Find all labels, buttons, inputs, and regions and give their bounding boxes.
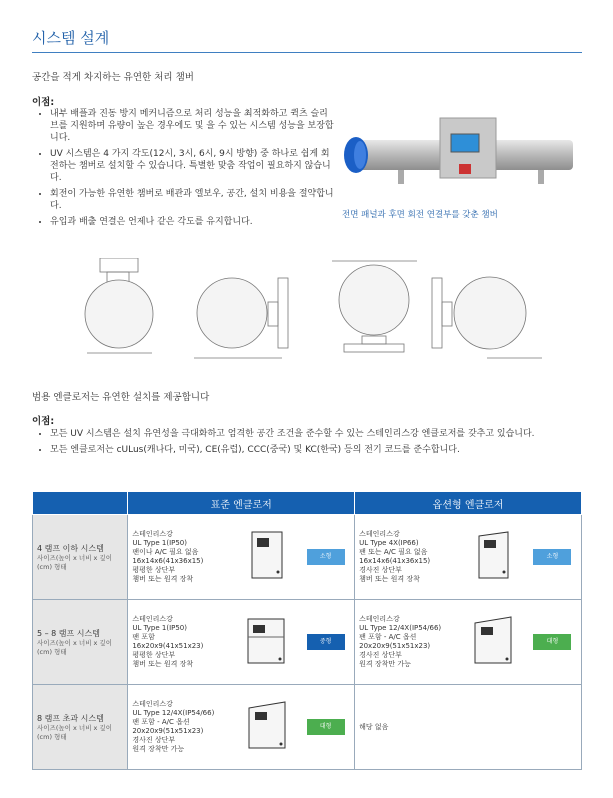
std-enclosure-image bbox=[238, 515, 297, 600]
opt-enclosure-image bbox=[465, 515, 524, 600]
chamber-caption: 전면 패널과 후면 회전 연결부를 갖춘 챔버 bbox=[342, 210, 498, 220]
section2-bullets bbox=[32, 428, 582, 460]
size-badge: 소형 bbox=[533, 549, 571, 565]
enclosure-table bbox=[32, 491, 582, 770]
row-label: 8 램프 초과 시스템 사이즈(높이 x 너비 x 깊이(cm) 형태 bbox=[33, 685, 128, 770]
rotation-diagrams bbox=[82, 258, 582, 363]
size-badge-cell bbox=[524, 600, 582, 685]
size-badge: 소형 bbox=[307, 549, 345, 565]
section1-heading: 공간을 적게 차지하는 유연한 처리 챔버 bbox=[32, 72, 194, 83]
uv-chamber-image bbox=[338, 108, 583, 198]
opt-spec: 스테인리스강 UL Type 12/4X(IP54/66) 팬 포함 - A/C 옵션 20x20x9(51x51x23) 경사진 상단부 원격 장착만 가능 bbox=[355, 600, 465, 685]
table-row bbox=[33, 685, 582, 770]
section2-benefits-label: 이점: bbox=[32, 416, 55, 427]
opt-not-applicable: 해당 없음 bbox=[355, 685, 582, 770]
table-corner bbox=[33, 492, 128, 515]
list-item: • UV 시스템은 4 가지 각도(12시, 3시, 6시, 9시 방향) 중 하나로 쉽게 회전하는 챔버로 설치할 수 있습니다. 특별한 맞춤 작업이 필요하지 않습니다. bbox=[50, 148, 334, 184]
std-enclosure-image bbox=[238, 600, 297, 685]
list-item: • 내부 배플과 진동 방지 메커니즘으로 처리 성능을 최적화하고 퀵츠 슬리브를 지원하며 유량이 높은 경우에도 및 을 수 있는 시스템 성능을 보장합니다. bbox=[50, 108, 334, 144]
section1-benefits-label: 이점: bbox=[32, 97, 55, 108]
list-item: • 회전이 가능한 유연한 챔버로 배관과 엘보우, 공간, 설치 비용을 절약합니다. bbox=[50, 188, 334, 212]
size-badge-cell bbox=[297, 600, 355, 685]
table-row bbox=[33, 515, 582, 600]
section2-heading: 범용 엔클로저는 유연한 설치를 제공합니다 bbox=[32, 392, 210, 403]
list-item: • 모든 엔클로저는 cULus(캐나다, 미국), CE(유럽), CCC(중국) 및 KC(한국) 등의 전기 코드를 준수합니다. bbox=[50, 444, 582, 456]
row-label: 4 램프 이하 시스템 사이즈(높이 x 너비 x 깊이(cm) 형태 bbox=[33, 515, 128, 600]
size-badge-cell bbox=[524, 515, 582, 600]
size-badge: 중형 bbox=[307, 634, 345, 650]
std-spec: 스테인리스강 UL Type 12/4X(IP54/66) 팬 포함 - A/C 옵션 20x20x9(51x51x23) 경사진 상단부 원격 장착만 가능 bbox=[128, 685, 238, 770]
opt-spec: 스테인리스강 UL Type 4X(IP66) 팬 또는 A/C 필요 없음 16x14x6(41x36x15) 경사진 상단부 챔버 또는 원격 장착 bbox=[355, 515, 465, 600]
list-item: • 유입과 배출 연결은 언제나 같은 각도를 유지합니다. bbox=[50, 216, 334, 228]
section1-bullets bbox=[32, 108, 334, 232]
std-enclosure-image bbox=[238, 685, 297, 770]
size-badge-cell bbox=[297, 685, 355, 770]
list-item: • 모든 UV 시스템은 설치 유연성을 극대화하고 엄격한 공간 조건을 준수할 수 있는 스테인리스강 엔클로저를 갖추고 있습니다. bbox=[50, 428, 582, 440]
size-badge-cell bbox=[297, 515, 355, 600]
std-spec: 스테인리스강 UL Type 1(IP50) 팬 포함 16x20x9(41x51x23) 평평한 상단부 챔버 또는 원격 장착 bbox=[128, 600, 238, 685]
std-spec: 스테인리스강 UL Type 1(IP50) 팬이나 A/C 필요 없음 16x14x6(41x36x15) 평평한 상단부 챔버 또는 원격 장착 bbox=[128, 515, 238, 600]
size-badge: 대형 bbox=[533, 634, 571, 650]
col-standard-header: 표준 엔클로저 bbox=[128, 492, 355, 515]
row-label: 5 – 8 램프 시스템 사이즈(높이 x 너비 x 깊이(cm) 형태 bbox=[33, 600, 128, 685]
table-row bbox=[33, 600, 582, 685]
opt-enclosure-image bbox=[465, 600, 524, 685]
title-divider bbox=[32, 52, 582, 53]
page-title: 시스템 설계 bbox=[32, 29, 110, 47]
col-optional-header: 옵션형 엔클로저 bbox=[355, 492, 582, 515]
size-badge: 대형 bbox=[307, 719, 345, 735]
